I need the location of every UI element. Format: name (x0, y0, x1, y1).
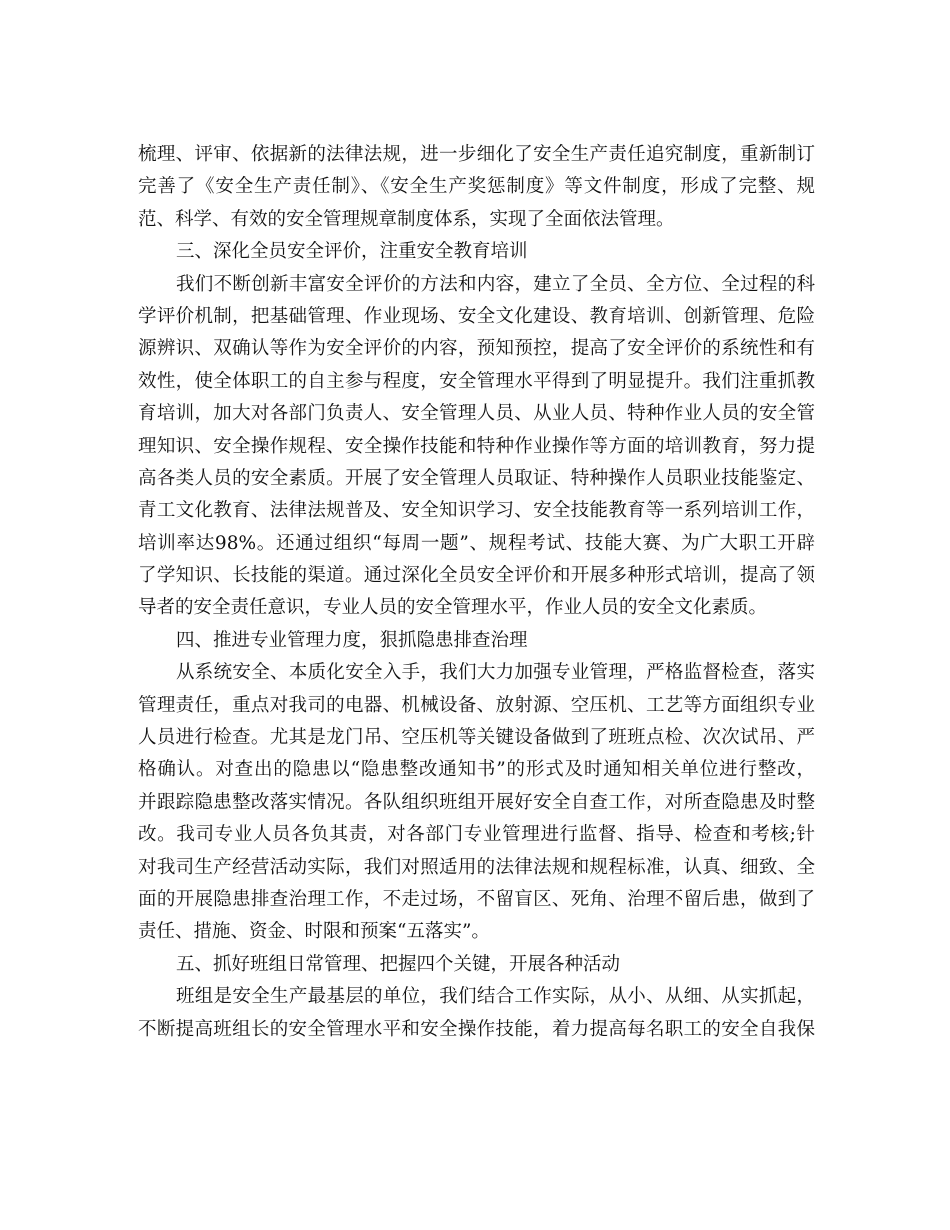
paragraph-line: 梳理、评审、依据新的法律法规，进一步细化了安全生产责任追究制度，重新制订 (138, 144, 815, 165)
paragraph-line: 从系统安全、本质化安全入手，我们大力加强专业管理，严格监督检查，落实 (176, 662, 815, 684)
body-paragraph (138, 269, 815, 625)
section-heading: 五、抓好班组日常管理、把握四个关键，开展各种活动 (176, 953, 621, 975)
paragraph-line: 并跟踪隐患整改落实情况。各队组织班组开展好安全自查工作，对所查隐患及时整 (138, 791, 815, 813)
paragraph-line: 班组是安全生产最基层的单位，我们结合工作实际，从小、从细、从实抓起， (176, 986, 815, 1008)
body-paragraph (138, 139, 815, 236)
paragraph-line: 理知识、安全操作规程、安全操作技能和特种作业操作等方面的培训教育，努力提 (138, 435, 815, 457)
section-heading: 四、推进专业管理力度，狠抓隐患排查治理 (176, 629, 528, 651)
paragraph-line: 面的开展隐患排查治理工作，不走过场，不留盲区、死角、治理不留后患，做到了 (138, 888, 815, 910)
paragraph-line: 范、科学、有效的安全管理规章制度体系，实现了全面依法管理。 (138, 208, 675, 230)
paragraph-line: 管理责任，重点对我司的电器、机械设备、放射源、空压机、工艺等方面组织专业 (138, 694, 815, 716)
paragraph-line: 导者的安全责任意识，专业人员的安全管理水平，作业人员的安全文化素质。 (138, 597, 768, 619)
paragraph-line: 格确认。对查出的隐患以“隐患整改通知书”的形式及时通知相关单位进行整改， (138, 759, 815, 781)
paragraph-line: 育培训，加大对各部门负责人、安全管理人员、从业人员、特种作业人员的安全管 (138, 403, 815, 425)
paragraph-line: 我们不断创新丰富安全评价的方法和内容，建立了全员、全方位、全过程的科 (176, 273, 815, 295)
paragraph-line: 学评价机制，把基础管理、作业现场、安全文化建设、教育培训、创新管理、危险 (138, 305, 815, 327)
body-paragraph (138, 657, 815, 949)
paragraph-line: 了学知识、长技能的渠道。通过深化全员安全评价和开展多种形式培训，提高了领 (138, 565, 815, 587)
paragraph-line: 效性，使全体职工的自主参与程度，安全管理水平得到了明显提升。我们注重抓教 (138, 370, 815, 392)
paragraph-line: 人员进行检查。尤其是龙门吊、空压机等关键设备做到了班班点检、次次试吊、严 (138, 727, 815, 749)
paragraph-line: 对我司生产经营活动实际，我们对照适用的法律法规和规程标准，认真、细致、全 (138, 856, 815, 878)
paragraph-line: 改。我司专业人员各负其责，对各部门专业管理进行监督、指导、检查和考核;针 (138, 824, 815, 846)
paragraph-line: 完善了《安全生产责任制》、《安全生产奖惩制度》等文件制度，形成了完整、规 (138, 176, 815, 198)
paragraph-line: 责任、措施、资金、时限和预案“五落实”。 (138, 921, 490, 943)
section-heading: 三、深化全员安全评价，注重安全教育培训 (176, 241, 528, 263)
document-body (138, 139, 815, 1046)
paragraph-line: 高各类人员的安全素质。开展了安全管理人员取证、特种操作人员职业技能鉴定、 (138, 467, 815, 489)
body-paragraph (138, 981, 815, 1046)
paragraph-line: 青工文化教育、法律法规普及、安全知识学习、安全技能教育等一系列培训工作， (138, 500, 815, 522)
paragraph-line: 培训率达98%。还通过组织“每周一题”、规程考试、技能大赛、为广大职工开辟 (138, 532, 815, 554)
paragraph-line: 源辨识、双确认等作为安全评价的内容，预知预控，提高了安全评价的系统性和有 (138, 338, 815, 360)
paragraph-line: 不断提高班组长的安全管理水平和安全操作技能，着力提高每名职工的安全自我保 (138, 1018, 815, 1040)
